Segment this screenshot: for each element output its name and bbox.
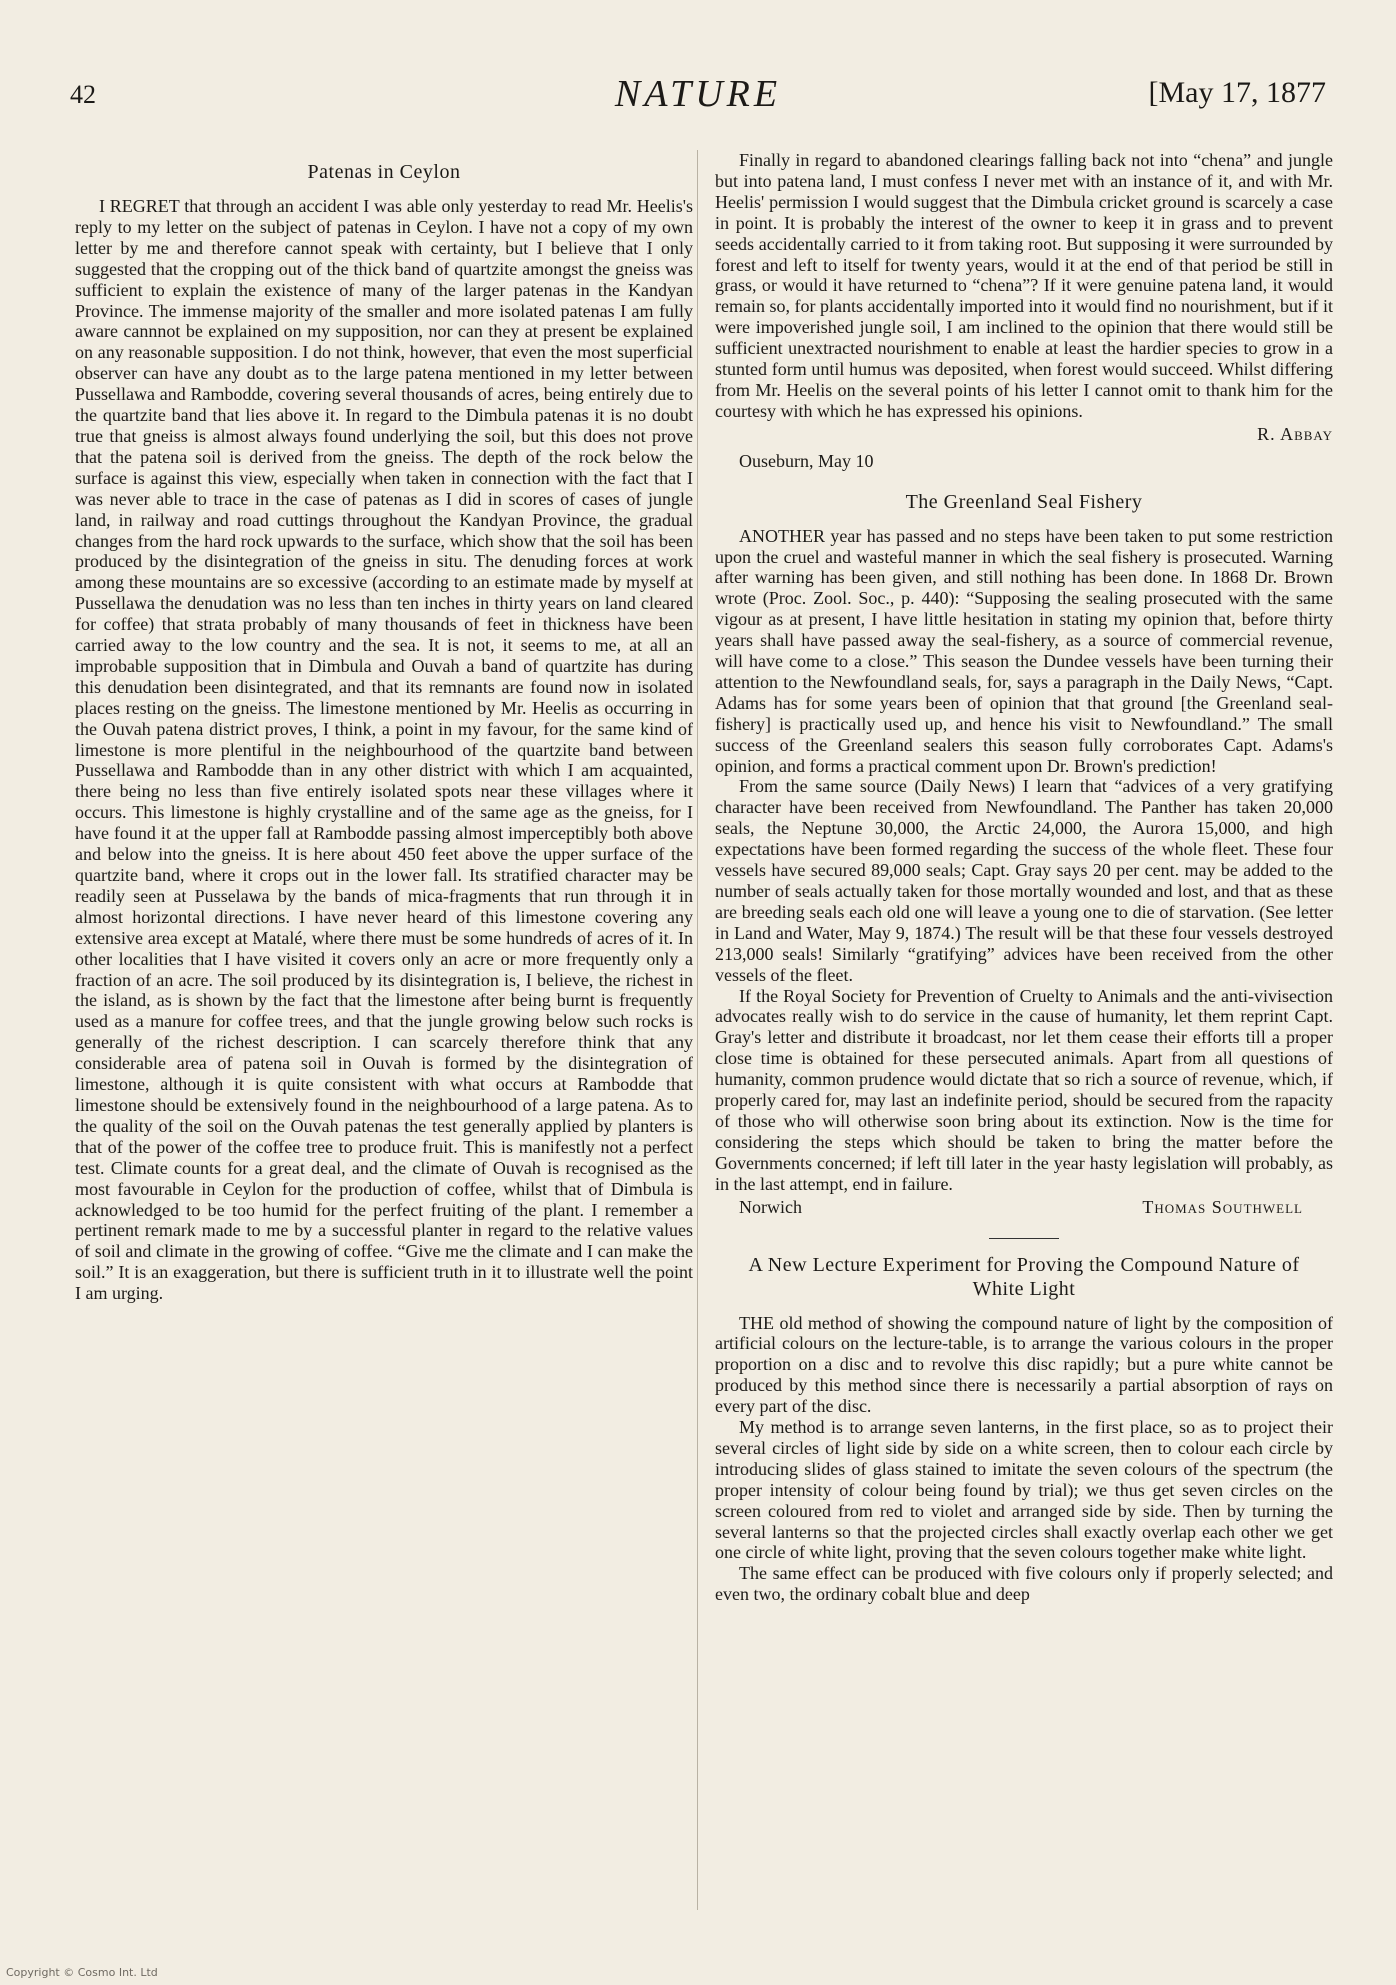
author-signature: Thomas Southwell (1142, 1196, 1303, 1217)
article-paragraph: The same effect can be produced with five colours only if properly selected; and even two, the ordinary cobalt blue and deep (715, 1563, 1333, 1605)
signature-line (715, 1197, 1333, 1218)
article-paragraph: From the same source (Daily News) I learn that “advices of a very gratifying character have been received from Newfoundland. The Panther has taken 20,000 seals, the Neptune 30,000, the Arctic 24,000, the Aurora 15,000, and high expectations have been formed regarding the success of the whole fleet. These four vessels have secured 89,000 seals; Capt. Gray says 20 per cent. may be added to the number of seals actually taken for those mortally wounded and lost, and that as these are breeding seals each old one will leave a young one to die of starvation. (See letter in Land and Water, May 9, 1874.) The result will be that these four vessels destroyed 213,000 seals! Similarly “gratifying” advices have been received from the other vessels of the fleet. (715, 776, 1333, 985)
article-title-patenas: Patenas in Ceylon (307, 161, 461, 183)
article-paragraph: ANOTHER year has passed and no steps have been taken to put some restriction upon the cruel and wasteful manner in which the seal fishery is prosecuted. Warning after warning has been given, and still nothing has been done. In 1868 Dr. Brown wrote (Proc. Zool. Soc., p. 440): “Supposing the sealing prosecuted with the same vigour as at present, I have little hesitation in stating my opinion that, before thirty years shall have passed away the seal-fishery, as a source of commercial revenue, will have come to a close.” This season the Dundee vessels have been turning their attention to the Newfoundland seals, for, says a paragraph in the Daily News, “Capt. Adams has for some years been of opinion that that ground [the Greenland seal-fishery] is practically used up, and hence his visit to Newfoundland.” The small success of the Greenland sealers this season fully corroborates Capt. Adams's opinion, and forms a practical comment upon Dr. Brown's prediction! (715, 525, 1333, 776)
article-title-seal-fishery: The Greenland Seal Fishery (905, 490, 1143, 513)
article-paragraph: I REGRET that through an accident I was able only yesterday to read Mr. Heelis's reply to my letter on the subject of patenas in Ceylon. I have not a copy of my own letter by me and therefore cannot speak with certainty, but I believe that I only suggested that the cropping out of the thick band of quartzite amongst the gneiss was sufficient to explain the existence of many of the larger patenas in the Kandyan Province. The immense majority of the smaller and more isolated patenas I am fully aware cannnot be explained on my supposition, nor can they at present be explained on any reasonable supposition. I do not think, however, that even the most superficial observer can have any doubt as to the large patena mentioned in my letter between Pussellawa and Rambodde, covering several thousands of acres, being entirely due to the quartzite band that lies above it. In regard to the Dimbula patenas it is no doubt true that gneiss is almost always found underlying the soil, but this does not prove that the patena soil is derived from the gneiss. The depth of the rock below the surface is against this view, especially when taken in connection with the fact that I was never able to trace in the case of patenas as I did in scores of cases of jungle land, in railway and road cuttings throughout the Kandyan Province, the gradual changes from the hard rock upwards to the surface, which show that the soil has been produced by the disintegration of the gneiss in situ. The denuding forces at work among these mountains are so excessive (according to an estimate made by myself at Pussellawa the denudation was no less than ten inches in thirty years on land cleared for coffee) that strata probably of many thousands of feet in thickness have been carried away to the low country and the sea. It is not, it seems to me, at all an improbable supposition that in Dimbula and Ouvah a band of quartzite has during this denudation been disintegrated, and that its remnants are found now in isolated places resting on the gneiss. The limestone mentioned by Mr. Heelis as occurring in the Ouvah patena district proves, I think, a point in my favour, for the same kind of limestone is more plentiful in the neighbourhood of the quartzite band between Pussellawa and Rambodde than in any other district with which I am acquainted, there being no less than five entirely isolated spots near these villages where it occurs. This limestone is highly crystalline and of the same age as the gneiss, for I have found it at the upper fall at Rambodde passing almost imperceptibly both above and below into the gneiss. It is here about 450 feet above the upper surface of the quartzite band, where it crops out in the lower fall. Its stratified character may be readily seen at Pusselawa by the bands of mica-fragments that run through it in almost horizontal directions. I have never heard of this limestone covering any extensive area except at Matalé, where there must be some hundreds of acres of it. In other localities that I have visited it covers only an acre or more frequently only a fraction of an acre. The soil produced by its disintegration is, I believe, the richest in the island, as is shown by the fact that the limestone after being burnt is frequently used as a manure for coffee trees, and that the jungle growing below such rocks is generally of the richest description. I can scarcely therefore think that any considerable area of patena soil in Ouvah is formed by the disintegration of limestone, although it is quite consistent with what occurs at Rambodde that limestone should be extensively found in the neighbourhood of a large patena. As to the quality of the soil on the Ouvah patenas the test generally applied by planters is that of the power of the coffee tree to produce fruit. This is manifestly not a perfect test. Climate counts for a great deal, and the climate of Ouvah is recognised as the most favourable in Ceylon for the production of coffee, whilst that of Dimbula is acknowledged to be too humid for the perfect fruiting of the plant. I remember a pertinent remark made to me by a successful planter in regard to the relative values of soil and climate in the growing of coffee. “Give me the climate and I can make the soil.” It is an exaggeration, but there is sufficient truth in it to illustrate well the point I am urging. (75, 196, 693, 1304)
article-paragraph: Finally in regard to abandoned clearings falling back not into “chena” and jungle but into patena land, I must confess I never met with an instance of it, and with Mr. Heelis' permission I would suggest that the Dimbula cricket ground is scarcely a case in point. It is probably the interest of the owner to keep it in grass and to prevent seeds accidentally carried to it from taking root. But supposing it were surrounded by forest and left to itself for twenty years, would it at the end of that period be still in grass, or would it have returned to “chena”? If it were genuine patena land, it would remain so, for plants accidentally imported into it would find no nourishment, but if it were impoverished jungle soil, I am inclined to the opinion that there would still be sufficient unextracted nourishment to enable at least the hardier species to grow in a stunted form until humus was deposited, when forest would succeed. Whilst differing from Mr. Heelis on the several points of his letter I cannot omit to thank him for the courtesy with which he has expressed his opinions. (715, 150, 1333, 421)
article-paragraph: If the Royal Society for Prevention of Cruelty to Animals and the anti-vivisection advocates really wish to do service in the cause of humanity, let them reprint Capt. Gray's letter and distribute it broadcast, nor let them cease their efforts till a proper close time is obtained for these persecuted animals. Apart from all questions of humanity, common prudence would dictate that so rich a source of revenue, which, if properly cared for, may last an indefinite period, should be secured from the rapacity of those who will otherwise soon bring about its extinction. Now is the time for considering the steps which should be taken to bring the matter before the Governments concerned; if left till later in the year hasty legislation will probably, as in the last attempt, end in failure. (715, 985, 1333, 1194)
article-title-white-light: A New Lecture Experiment for Proving the Compound Nature of White Light (748, 1253, 1300, 1300)
issue-date: [May 17, 1877 (1148, 76, 1326, 109)
article-paragraph: THE old method of showing the compound nature of light by the composition of artificial colours on the lecture-table, is to arrange the various colours in the proper proportion on a disc and to revolve this disc rapidly; but a pure white cannot be produced by this method since there is necessarily a partial absorption of rays on every part of the disc. (715, 1312, 1333, 1417)
letter-place: Norwich (739, 1196, 802, 1217)
page-header (70, 72, 1326, 132)
right-column (715, 150, 1333, 1605)
letter-place: Ouseburn, May 10 (739, 450, 874, 471)
page-number: 42 (70, 80, 96, 109)
journal-title: NATURE (614, 73, 782, 115)
column-divider (697, 150, 698, 1910)
signature-line (715, 424, 1333, 445)
copyright-watermark: Copyright © Cosmo Int. Ltd (6, 1966, 158, 1979)
section-separator (989, 1238, 1059, 1239)
article-paragraph: My method is to arrange seven lanterns, in the first place, so as to project their several circles of light side by side on a white screen, then to colour each circle by introducing slides of glass stained to imitate the seven colours of the spectrum (the proper intensity of colour being found by trial); we thus get seven circles on the screen coloured from red to violet and arranged side by side. Then by turning the several lanterns so that the projected circles shall exactly overlap each other we get one circle of white light, proving that the seven colours together make white light. (715, 1417, 1333, 1563)
left-column (75, 150, 693, 1304)
author-signature: R. Abbay (1257, 423, 1333, 444)
